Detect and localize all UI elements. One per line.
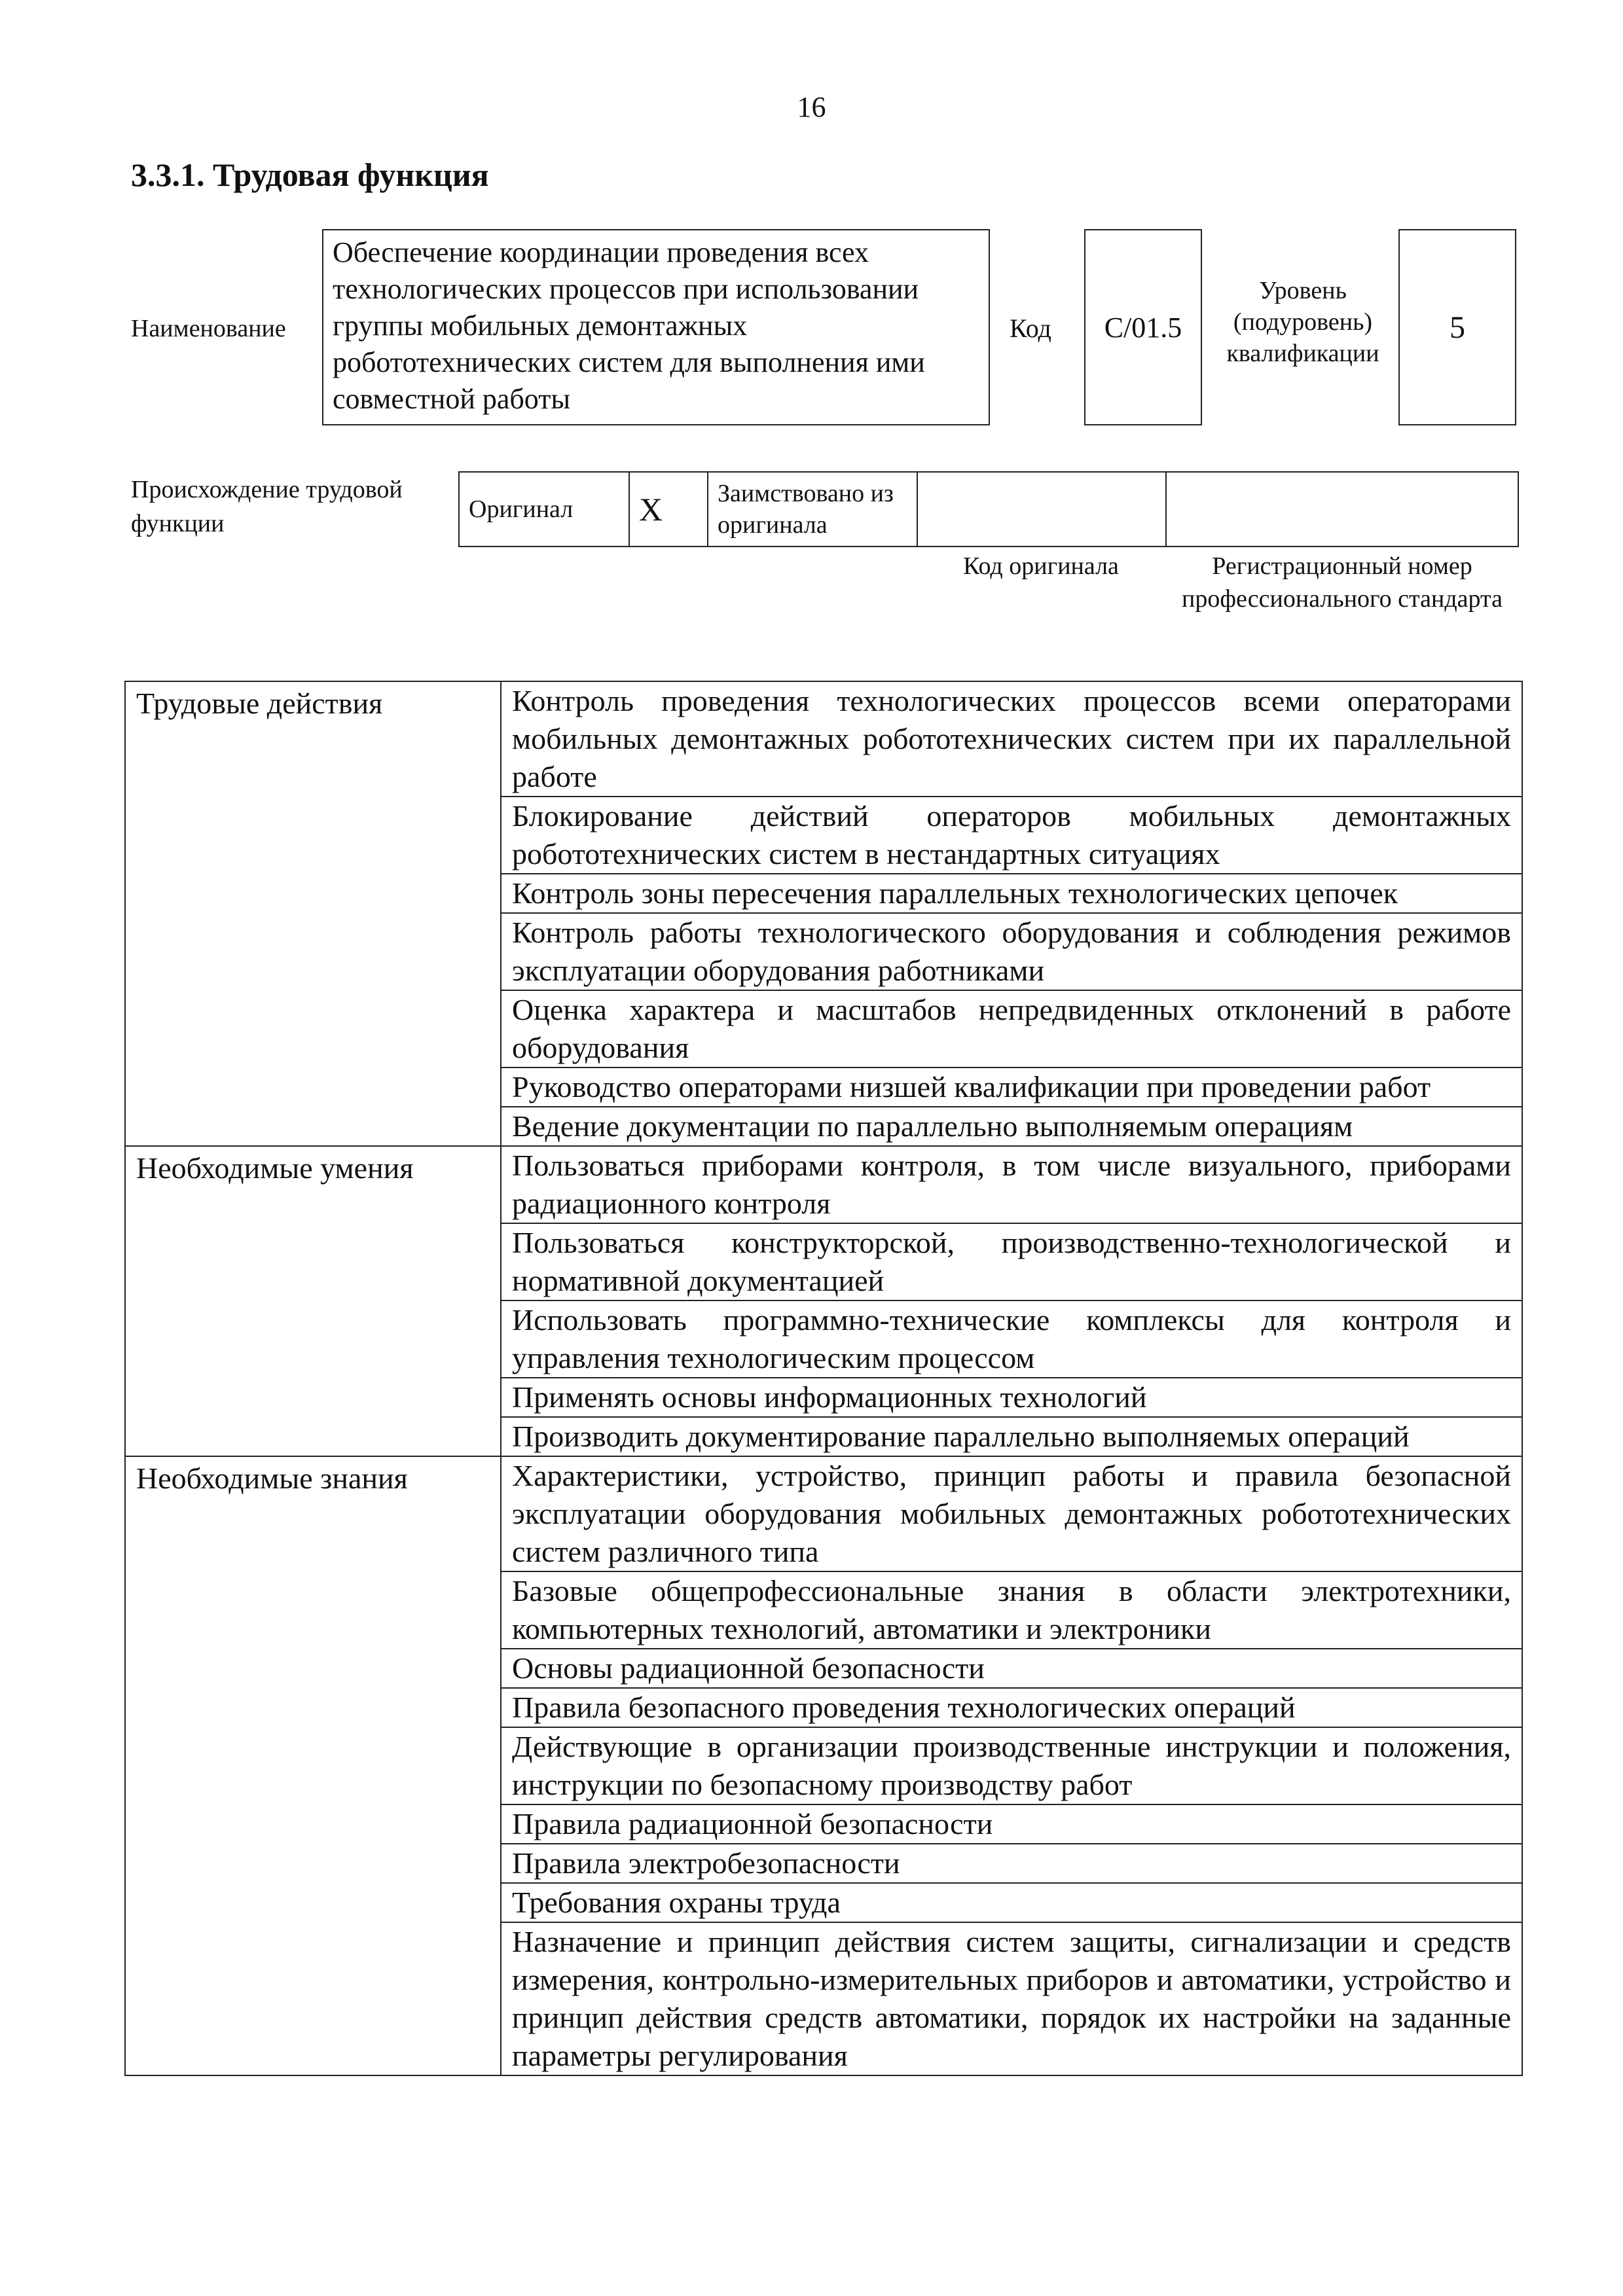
section-item-cell: Контроль зоны пересечения параллельных технологических цепочек bbox=[501, 874, 1522, 913]
section-item-cell: Использовать программно-технические комплексы для контроля и управления технологическим процессом bbox=[501, 1300, 1522, 1378]
section-title: 3.3.1. Трудовая функция bbox=[131, 156, 489, 193]
origin-reg-caption: Регистрационный номер профессионального стандарта bbox=[1182, 552, 1503, 613]
section-item-cell: Действующие в организации производственные инструкции и положения, инструкции по безопасному производству работ bbox=[501, 1727, 1522, 1804]
origin-reg-cell bbox=[1167, 473, 1518, 546]
code-value-box: C/01.5 bbox=[1084, 229, 1202, 425]
section-item-cell: Производить документирование параллельно выполняемых операций bbox=[501, 1417, 1522, 1456]
section-item-cell: Правила электробезопасности bbox=[501, 1844, 1522, 1883]
section-item-cell: Правила радиационной безопасности bbox=[501, 1804, 1522, 1844]
section-item-cell: Контроль проведения технологических процессов всеми операторами мобильных демонтажных робототехнических систем при их параллельной работе bbox=[501, 681, 1522, 797]
origin-code-caption: Код оригинала bbox=[963, 552, 1119, 580]
table-row bbox=[125, 1456, 1522, 1571]
section-item-cell: Применять основы информационных технологий bbox=[501, 1378, 1522, 1417]
origin-borrowed-label: Заимствовано из оригинала bbox=[708, 473, 918, 546]
origin-original-label: Оригинал bbox=[460, 473, 630, 546]
section-item-cell: Блокирование действий операторов мобильных демонтажных робототехнических систем в нестандартных ситуациях bbox=[501, 797, 1522, 874]
page-number: 16 bbox=[797, 91, 826, 123]
section-item-cell: Правила безопасного проведения технологических операций bbox=[501, 1688, 1522, 1727]
section-item-cell: Ведение документации по параллельно выполняемым операциям bbox=[501, 1107, 1522, 1146]
section-item-cell: Руководство операторами низшей квалификации при проведении работ bbox=[501, 1067, 1522, 1107]
section-item-cell: Пользоваться конструкторской, производственно-технологической и нормативной документацией bbox=[501, 1223, 1522, 1300]
origin-original-mark: X bbox=[630, 473, 708, 546]
section-title-cell: Необходимые умения bbox=[125, 1146, 501, 1456]
code-label: Код bbox=[1010, 314, 1051, 343]
origin-code-cell bbox=[918, 473, 1167, 546]
table-row bbox=[125, 1146, 1522, 1223]
section-title-cell: Необходимые знания bbox=[125, 1456, 501, 2075]
section-item-cell: Характеристики, устройство, принцип работы и правила безопасной эксплуатации оборудования мобильных демонтажных робототехнических систем различного типа bbox=[501, 1456, 1522, 1571]
level-label: Уровень (подуровень) квалификации bbox=[1226, 277, 1379, 367]
section-item-cell: Основы радиационной безопасности bbox=[501, 1649, 1522, 1688]
name-label: Наименование bbox=[131, 315, 286, 342]
section-item-cell: Оценка характера и масштабов непредвиденных отклонений в работе оборудования bbox=[501, 990, 1522, 1067]
section-item-cell: Контроль работы технологического оборудования и соблюдения режимов эксплуатации оборудования работниками bbox=[501, 913, 1522, 990]
section-title-cell: Трудовые действия bbox=[125, 681, 501, 1146]
function-table bbox=[124, 681, 1523, 2076]
section-item-cell: Требования охраны труда bbox=[501, 1883, 1522, 1922]
name-value-box: Обеспечение координации проведения всех технологических процессов при использовании группы мобильных демонтажных робототехнических систем для выполнения ими совместной работы bbox=[322, 229, 990, 425]
table-row bbox=[125, 681, 1522, 797]
level-value-box: 5 bbox=[1398, 229, 1516, 425]
origin-label: Происхождение трудовой функции bbox=[131, 476, 403, 537]
section-item-cell: Пользоваться приборами контроля, в том числе визуального, приборами радиационного контроля bbox=[501, 1146, 1522, 1223]
origin-row bbox=[458, 471, 1519, 547]
section-item-cell: Базовые общепрофессиональные знания в области электротехники, компьютерных технологий, автоматики и электроники bbox=[501, 1571, 1522, 1649]
section-item-cell: Назначение и принцип действия систем защиты, сигнализации и средств измерения, контрольно-измерительных приборов и автоматики, устройство и принцип действия средств автоматики, порядок их настройки на заданные параметры регулирования bbox=[501, 1922, 1522, 2075]
